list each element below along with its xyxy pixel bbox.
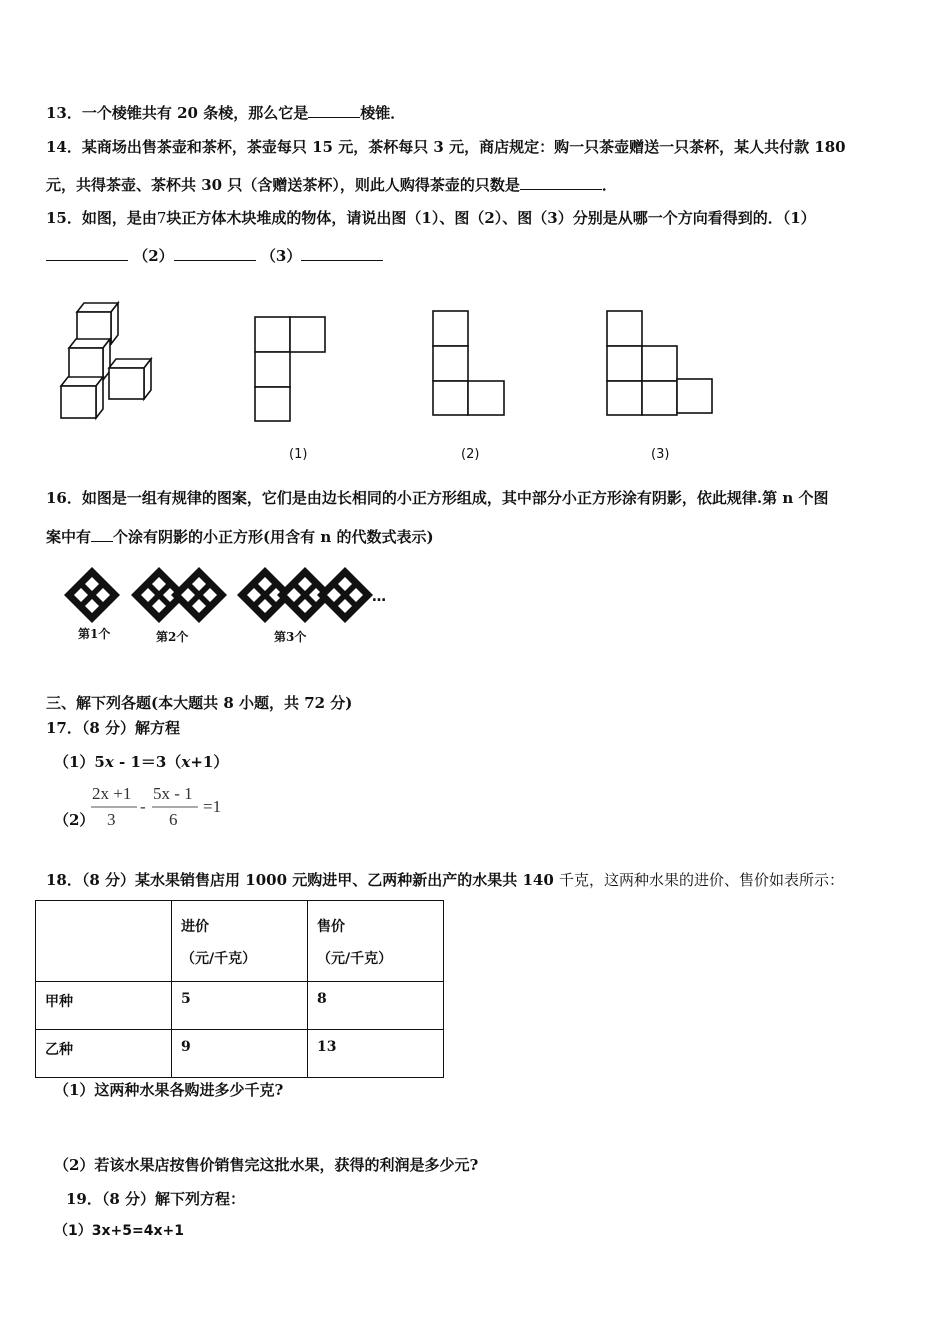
fraction-1-numerator: 2x +1	[92, 784, 132, 803]
fraction-2-bar	[152, 806, 198, 808]
table-header-row	[36, 901, 444, 982]
q18-title	[46, 870, 844, 890]
equation-rhs: =1	[203, 797, 222, 816]
q15-blank-2	[174, 245, 256, 261]
q18-part-1: （1）这两种水果各购进多少千克?	[54, 1081, 284, 1099]
header-cost-label: 进价	[181, 919, 209, 935]
q15-label-2: （2）	[133, 247, 174, 265]
q16-fig-label-3: 第3个	[274, 630, 307, 644]
table-header-cost	[172, 901, 308, 982]
q15-number: 7	[156, 209, 167, 227]
q13-blank	[308, 102, 360, 118]
q15-view-3	[606, 310, 714, 416]
q13-tail: 棱锥．	[360, 104, 406, 122]
table-header-price	[308, 901, 444, 982]
q18-title-a: 18．（8 分）某水果销售店用 1000 元购进甲、乙两种新出产的水果共 140	[46, 871, 559, 889]
q16-line2	[46, 526, 434, 547]
row-1-price: 8	[308, 982, 444, 1030]
q15-cube-stack	[55, 298, 160, 423]
q14-text: 元，共得茶壶、茶杯共 30 只（含赠送茶杯），则此人购得茶壶的只数是	[46, 176, 520, 194]
section-3-title: 三、解下列各题(本大题共 8 小题，共 72 分)	[46, 694, 353, 712]
row-2-name: 乙种	[36, 1030, 172, 1078]
q17-title: 17．（8 分）解方程	[46, 719, 181, 737]
q16-line1: 16．如图是一组有规律的图案，它们是由边长相同的小正方形组成，其中部分小正方形涂有阴影，依此规律.第 n 个图	[46, 489, 829, 507]
q18-title-b: 千克，这两种水果的进价、售价如表所示：	[558, 871, 844, 889]
q17-part-2-label: （2）	[54, 811, 95, 829]
pattern-1	[64, 567, 120, 623]
q17-p1-x: x	[104, 753, 114, 771]
q15-line1	[46, 208, 816, 228]
fraction-1-bar	[91, 806, 137, 808]
q14-tail: ．	[601, 176, 617, 194]
q15-fig-label-3: (3)	[651, 447, 670, 462]
q15-fig-label-1: (1)	[289, 447, 308, 462]
price-table	[35, 900, 444, 1078]
q15-view-1	[254, 316, 326, 422]
q15-text-a: 15．如图，是由	[46, 209, 157, 227]
q15-label-3: （3）	[260, 247, 302, 265]
fraction-2-numerator: 5x - 1	[153, 784, 193, 803]
q16-text-b: 个涂有阴影的小正方形(用含有 n 的代数式表示)	[113, 528, 434, 546]
q15-blank-3	[301, 245, 383, 261]
header-price-unit: （元/千克）	[317, 951, 393, 967]
header-price-label: 售价	[317, 919, 345, 935]
q15-view-2	[432, 310, 506, 416]
q19-part-1: （1）3x+5=4x+1	[54, 1223, 184, 1239]
fraction-2-denominator: 6	[169, 810, 178, 829]
header-cost-unit: （元/千克）	[181, 951, 257, 967]
table-row	[36, 982, 444, 1030]
row-1-name: 甲种	[36, 982, 172, 1030]
fraction-1-denominator: 3	[107, 810, 116, 829]
q16-text-a: 案中有	[46, 528, 92, 546]
q13-text: 13．一个棱锥共有 20 条棱，那么它是	[46, 104, 309, 122]
q18-part-2: （2）若该水果店按售价销售完这批水果，获得的利润是多少元?	[54, 1156, 479, 1174]
q15-fig-label-2: (2)	[461, 447, 480, 462]
q16-ellipsis: …	[372, 589, 386, 605]
q15-line2	[46, 245, 383, 266]
minus-sign: -	[140, 797, 146, 816]
table-row	[36, 1030, 444, 1078]
q13-line	[46, 102, 405, 123]
q14-blank	[520, 174, 602, 190]
row-2-price: 13	[308, 1030, 444, 1078]
q17-p1-label: （1）5	[54, 753, 105, 771]
q14-line2	[46, 174, 617, 195]
pattern-2	[131, 567, 227, 623]
q19-title: 19．（8 分）解下列方程：	[66, 1190, 246, 1208]
q16-blank	[91, 526, 113, 542]
q16-fig-label-2: 第2个	[156, 630, 189, 644]
q17-part-1	[54, 752, 228, 772]
pattern-3	[237, 567, 373, 623]
q15-text-b: 块正方体木块堆成的物体，请说出图（1）、图（2）、图（3）分别是从哪一个方向看得到的．（1）	[166, 209, 816, 227]
q17-p1-end: +1）	[190, 753, 229, 771]
q17-p1-mid: - 1＝3（	[113, 753, 182, 771]
q16-pattern-figure	[60, 565, 390, 627]
q14-line1: 14．某商场出售茶壶和茶杯，茶壶每只 15 元，茶杯每只 3 元，商店规定：购一只茶壶赠送一只茶杯，某人共付款 180	[46, 138, 846, 156]
q15-blank-1	[46, 245, 128, 261]
table-header-empty	[36, 901, 172, 982]
row-2-cost: 9	[172, 1030, 308, 1078]
row-1-cost: 5	[172, 982, 308, 1030]
q17-p1-x2: x	[181, 753, 191, 771]
q16-fig-label-1: 第1个	[78, 627, 111, 641]
